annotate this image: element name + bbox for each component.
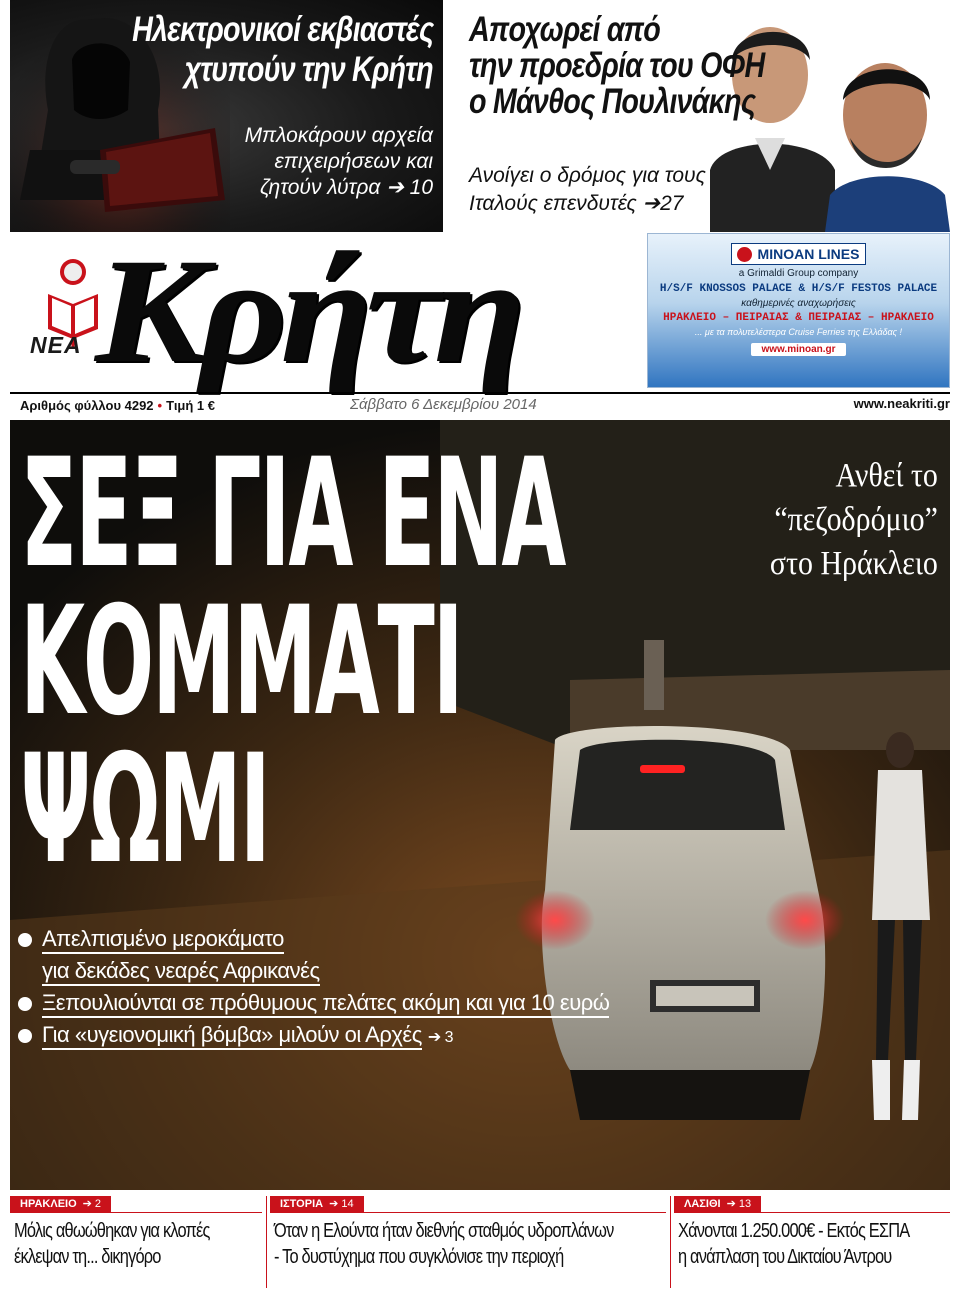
story-page-ref: ➔ 13 <box>726 1198 752 1210</box>
story-divider <box>266 1196 267 1288</box>
bottom-story-history[interactable] <box>270 1196 666 1291</box>
story-headline-line1: Μόλις αθωώθηκαν για κλοπές <box>14 1220 210 1242</box>
main-headline-line1: ΣΕΞ ΓΙΑ ΕΝΑ <box>20 427 565 601</box>
teaser-hackers-sub-line3: ζητούν λύτρα ➔ 10 <box>259 176 433 199</box>
bottom-story-lasithi[interactable] <box>674 1196 950 1291</box>
bullet-item-1-continued <box>18 956 609 986</box>
logo-nea: ΝΕΑ <box>30 332 82 358</box>
main-headline-line3: ΨΩΜΙ <box>20 723 269 897</box>
story-section-label <box>674 1196 761 1212</box>
story-rule <box>674 1212 950 1213</box>
story-headline <box>14 1218 210 1270</box>
main-kicker-line1: Ανθεί το <box>835 457 938 494</box>
main-headline[interactable] <box>20 427 565 897</box>
bullet-item-1 <box>18 924 609 954</box>
teaser-ofi[interactable] <box>455 0 950 232</box>
bullet3-page-ref[interactable]: ➔ 3 <box>427 1029 454 1046</box>
minoan-lines-ad[interactable] <box>647 233 950 388</box>
story-rule <box>10 1212 262 1213</box>
ad-daily: καθημερινές αναχωρήσεις <box>741 298 856 309</box>
story-page-ref: ➔ 2 <box>82 1198 102 1210</box>
story-headline-line1: Όταν η Ελούντα ήταν διεθνής σταθμός υδροπλάνων <box>274 1220 614 1242</box>
site-url[interactable]: www.neakriti.gr <box>853 396 950 411</box>
teaser-ofi-sub-line2: Ιταλούς επενδυτές ➔27 <box>469 192 684 215</box>
issue-date: Σάββατο 6 Δεκεμβρίου 2014 <box>350 396 537 413</box>
issue-info-bar <box>10 392 950 416</box>
bullet-item-2 <box>18 988 609 1018</box>
teaser-hackers[interactable] <box>10 0 443 232</box>
logo-title[interactable]: Κρήτη <box>95 228 519 394</box>
story-rule <box>270 1212 666 1213</box>
teaser-ofi-title-line3: ο Μάνθος Πουλινάκης <box>469 82 756 121</box>
bullet2-text: Ξεπουλιούνται σε πρόθυμους πελάτες ακόμη και για 10 ευρώ <box>42 990 609 1018</box>
main-headline-line2: ΚΟΜΜΑΤΙ <box>20 575 462 749</box>
minoan-lines-logo: MINOAN LINES <box>731 243 867 265</box>
ad-group: a Grimaldi Group company <box>738 268 859 279</box>
story-divider <box>670 1196 671 1288</box>
ad-slogan: ... με τα πολυτελέστερα Cruise Ferries της Ελλάδας ! <box>694 327 903 337</box>
story-headline-line1: Χάνονται 1.250.000€ - Εκτός ΕΣΠΑ <box>678 1220 910 1242</box>
teaser-ofi-title-line1: Αποχωρεί από <box>469 10 660 49</box>
main-kicker <box>770 454 938 586</box>
story-headline <box>678 1218 909 1270</box>
issue-number: Αριθμός φύλλου 4292 <box>20 398 154 413</box>
bullet-dot-icon <box>18 1029 32 1043</box>
bullet-dot-icon <box>18 997 32 1011</box>
ad-url[interactable]: www.minoan.gr <box>751 343 845 356</box>
teaser-hackers-title-line1: Ηλεκτρονικοί εκβιαστές <box>131 10 433 49</box>
bullet3-text: Για «υγειονομική βόμβα» μιλούν οι Αρχές <box>42 1022 422 1050</box>
teaser-hackers-sub-line2: επιχειρήσεων και <box>274 150 433 173</box>
story-headline <box>274 1218 613 1270</box>
story-section-name: ΗΡΑΚΛΕΙΟ <box>20 1198 77 1210</box>
issue-price: Τιμή 1 € <box>166 398 216 413</box>
story-headline-line2: η ανάπλαση του Δικταίου Άντρου <box>678 1246 892 1268</box>
bullet-item-3 <box>18 1020 609 1053</box>
story-section-label <box>10 1196 111 1212</box>
story-section-label <box>270 1196 364 1212</box>
main-kicker-line3: στο Ηράκλειο <box>770 545 938 582</box>
bullet-dot-icon <box>18 933 32 947</box>
story-section-name: ΙΣΤΟΡΙΑ <box>280 1198 324 1210</box>
story-headline-line2: έκλεψαν τη... δικηγόρο <box>14 1246 161 1268</box>
teaser-ofi-sub-line1: Ανοίγει ο δρόμος για τους <box>469 164 706 187</box>
separator-dot: • <box>157 398 163 413</box>
teaser-hackers-title-line2: χτυπούν την Κρήτη <box>184 50 433 89</box>
story-section-name: ΛΑΣΙΘΙ <box>684 1198 721 1210</box>
main-kicker-line2: “πεζοδρόμιο” <box>774 501 938 538</box>
story-page-ref: ➔ 14 <box>329 1198 354 1210</box>
ad-ships: H/S/F KNOSSOS PALACE & H/S/F FESTOS PALACE <box>659 283 938 295</box>
main-story[interactable] <box>10 420 950 1190</box>
teaser-ofi-title-line2: την προεδρία του ΟΦΗ <box>469 46 765 85</box>
bullet1-line1: Απελπισμένο μεροκάματο <box>42 926 284 954</box>
story-headline-line2: - Το δυστύχημα που συγκλόνισε την περιοχή <box>274 1246 564 1268</box>
bullet1-line2: για δεκάδες νεαρές Αφρικανές <box>42 958 320 986</box>
teaser-hackers-sub-line1: Μπλοκάρουν αρχεία <box>244 124 433 147</box>
main-bullets <box>18 924 609 1055</box>
bottom-story-heraklion[interactable] <box>10 1196 262 1291</box>
issue-info <box>20 398 215 413</box>
ad-route: ΗΡΑΚΛΕΙΟ – ΠΕΙΡΑΙΑΣ & ΠΕΙΡΑΙΑΣ – ΗΡΑΚΛΕΙΟ <box>663 312 934 324</box>
